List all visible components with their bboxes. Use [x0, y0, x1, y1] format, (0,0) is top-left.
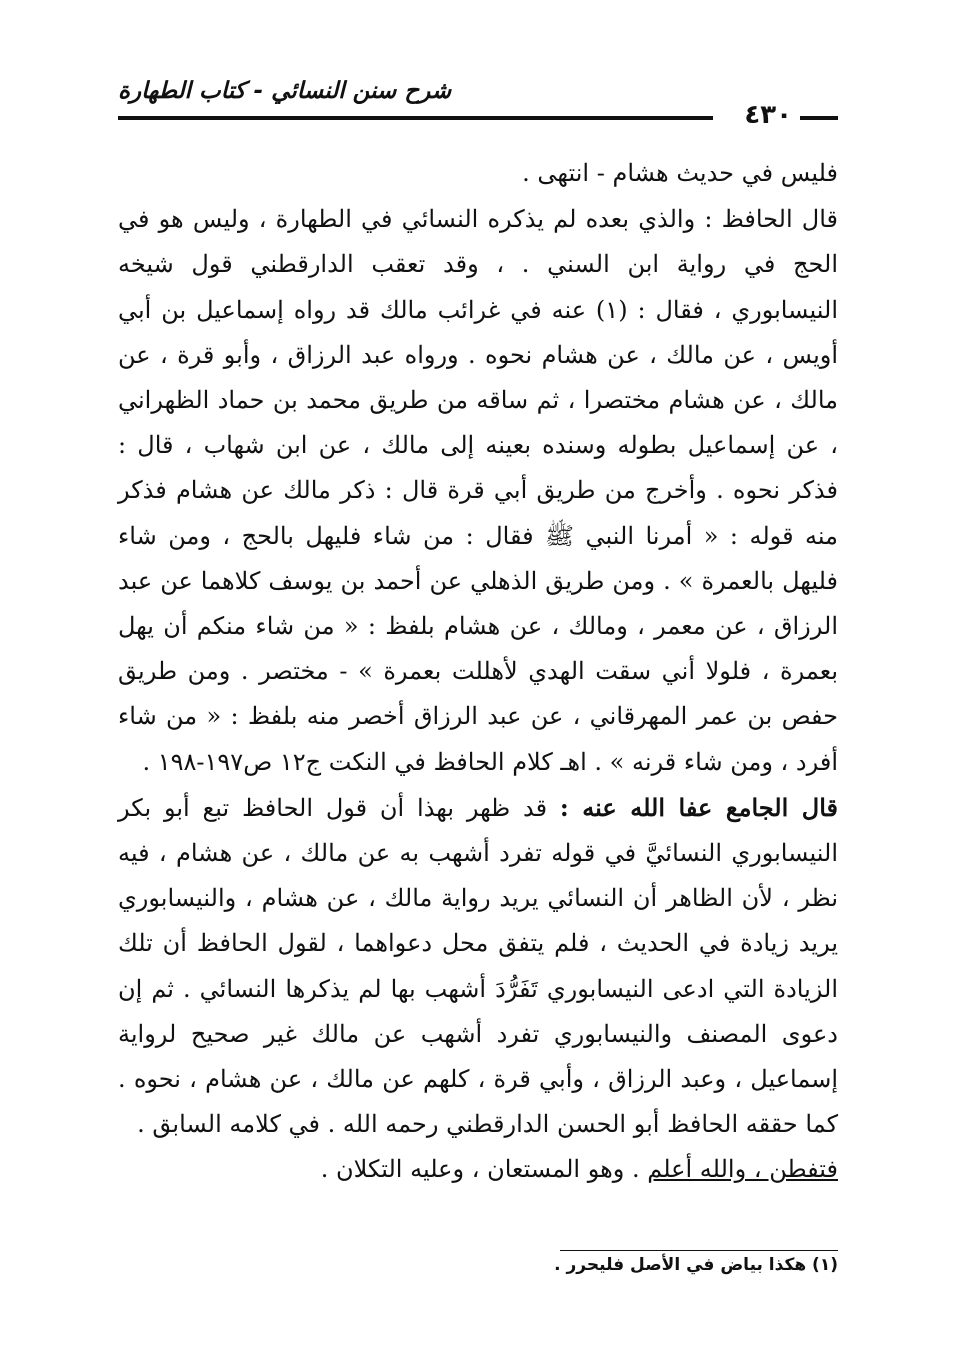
closing-text: . وهو المستعان ، وعليه التكلان .: [320, 1155, 648, 1184]
header-rule: [118, 116, 713, 120]
paragraph-1: [118, 150, 838, 196]
body-text: [118, 150, 838, 1193]
page-number: ٤٣٠: [744, 100, 792, 130]
paragraph-lead: قال الجامع عفا الله عنه :: [559, 792, 838, 822]
paragraph-3: [118, 785, 838, 1148]
paragraph-text: فليس في حديث هشام - انتهى .: [522, 159, 838, 187]
footnote: (١) هكذا بياض في الأصل فليحرر .: [554, 1255, 838, 1275]
paragraph-text: قد ظهر بهذا أن قول الحافظ تبع أبو بكر النيسابوري النسائيَّ في قوله تفرد أشهب به عن مالك ، عن هشام ، فيه نظر ، لأن الظاهر أن النسائي يريد رواية مالك ، عن هشام ، والنيسابوري يريد زيادة في الحديث ، فلم يتفق محل دعواهما ، لقول الحافظ أن تلك الزيادة التي ادعى النيسابوري تَفَرُّدَ أشهب بها لم يذكرها النسائي . ثم إن دعوى المصنف والنيسابوري تفرد أشهب عن مالك غير صحيح لرواية إسماعيل ، وعبد الرزاق ، وأبي قرة ، كلهم عن مالك ، عن هشام ، نحوه . كما حققه الحافظ أبو الحسن الدارقطني رحمه الله . في كلامه السابق .: [118, 793, 838, 1139]
header-rule-short: [800, 116, 838, 120]
paragraph-2: [118, 196, 838, 785]
closing-paragraph: [118, 1147, 838, 1192]
running-title: شرح سنن النسائي - كتاب الطهارة: [118, 78, 452, 104]
footnote-rule: [560, 1250, 838, 1251]
paragraph-text: قال الحافظ : والذي بعده لم يذكره النسائي في الطهارة ، وليس هو في الحج في رواية ابن السني . ، وقد تعقب الدارقطني قول شيخه النيسابوري ، فقال : (١) عنه في غرائب مالك قد رواه إسماعيل بن أبي أويس ، عن مالك ، عن هشام نحوه . ورواه عبد الرزاق ، وأبو قرة ، عن مالك ، عن هشام مختصرا ، ثم ساقه من طريق محمد بن حماد الظهراني ، عن إسماعيل بطوله وسنده بعينه إلى مالك ، عن ابن شهاب ، قال : فذكر نحوه . وأخرج من طريق أبي قرة قال : ذكر مالك عن هشام فذكر منه قوله : « أمرنا النبي ﷺ فقال : من شاء فليهل بالحج ، ومن شاء فليهل بالعمرة » . ومن طريق الذهلي عن أحمد بن يوسف كلاهما عن عبد الرزاق ، عن معمر ، ومالك ، عن هشام بلفظ : « من شاء منكم أن يهل بعمرة ، فلولا أني سقت الهدي لأهللت بعمرة » - مختصر . ومن طريق حفص بن عمر المهرقاني ، عن عبد الرزاق أخصر منه بلفظ : « من شاء أفرد ، ومن شاء قرنه » . اهـ كلام الحافظ في النكت ج١٢ ص١٩٧-١٩٨ .: [118, 205, 838, 776]
page-header: [118, 72, 838, 132]
closing-underlined: فتفطن ، والله أعلم: [647, 1155, 838, 1184]
